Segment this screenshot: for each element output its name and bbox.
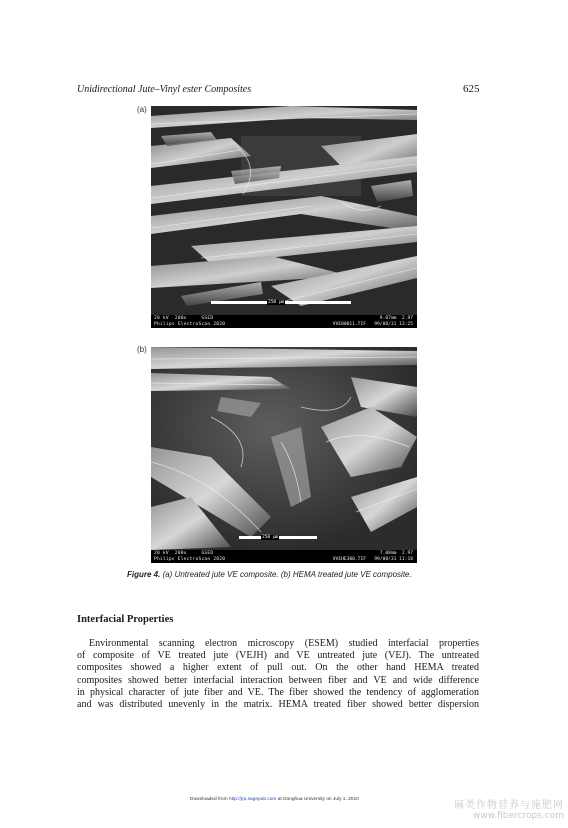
- scale-label-b: 250 µm: [262, 535, 279, 540]
- panel-a-label: (a): [137, 105, 147, 114]
- watermark-url: www.fibercrops.com: [473, 811, 564, 821]
- footer-link[interactable]: http://jrp.sagepub.com: [228, 797, 277, 802]
- body-line: of composite of VE treated jute (VEJH) and VE untreated jute (VEJ). The untreated: [77, 650, 479, 662]
- body-line: in physical character of jute fiber and VE. The fiber showed the tendency of agglomeration: [77, 686, 479, 698]
- body-paragraph: [77, 638, 479, 711]
- sem-instrument-a: Philips ElectroScan 2020: [154, 321, 226, 327]
- watermark: [418, 796, 564, 821]
- download-footer: [190, 797, 359, 802]
- body-line: composites showed a higher extent of pull out. On the other hand HEMA treated: [77, 662, 479, 674]
- running-head: Unidirectional Jute–Vinyl ester Composites: [77, 84, 252, 95]
- micrograph-b: [151, 347, 417, 563]
- watermark-title: 麻类作物营养与施肥网: [454, 800, 564, 811]
- footer-suffix: at Donghua University on July 1, 2010: [276, 797, 359, 802]
- figure-caption-text: (a) Untreated jute VE composite. (b) HEMA treated jute VE composite.: [160, 570, 412, 579]
- sem-file-info-a: VVE00011.TIF 99/08/31 13:25: [332, 321, 413, 327]
- micrograph-b-image: [151, 347, 417, 550]
- micrograph-a: [151, 106, 417, 328]
- micrograph-a-image: [151, 106, 417, 315]
- body-line: Environmental scanning electron microscopy (ESEM) studied interfacial properties: [89, 638, 479, 649]
- sem-params-b: 20 kV 200x GSED: [154, 551, 214, 556]
- sem-info-bar-b: [151, 550, 417, 563]
- footer-prefix: Downloaded from: [190, 797, 229, 802]
- scale-label-a: 250 µm: [268, 300, 285, 305]
- body-line: composites showed better interfacial interaction between fiber and VE and wide difference: [77, 674, 479, 686]
- figure-caption: [127, 570, 412, 579]
- sem-params-a: 20 kV 200x GSED: [154, 316, 214, 321]
- body-line: and was distributed unevenly in the matrix. HEMA treated fiber showed better dispersion: [77, 698, 479, 710]
- sem-instrument-b: Philips ElectroScan 2020: [154, 556, 226, 562]
- figure-caption-label: Figure 4.: [127, 570, 161, 579]
- panel-b-label: (b): [137, 345, 147, 354]
- page-number: 625: [463, 83, 480, 95]
- sem-working-distance-b: 7.08mm 2.97: [379, 551, 413, 556]
- sem-file-info-b: VVEHE300.TIF 99/08/31 11:18: [332, 556, 413, 562]
- sem-working-distance-a: 9.07mm 2.97: [379, 316, 413, 321]
- section-heading: Interfacial Properties: [77, 614, 174, 625]
- sem-info-bar-a: [151, 315, 417, 328]
